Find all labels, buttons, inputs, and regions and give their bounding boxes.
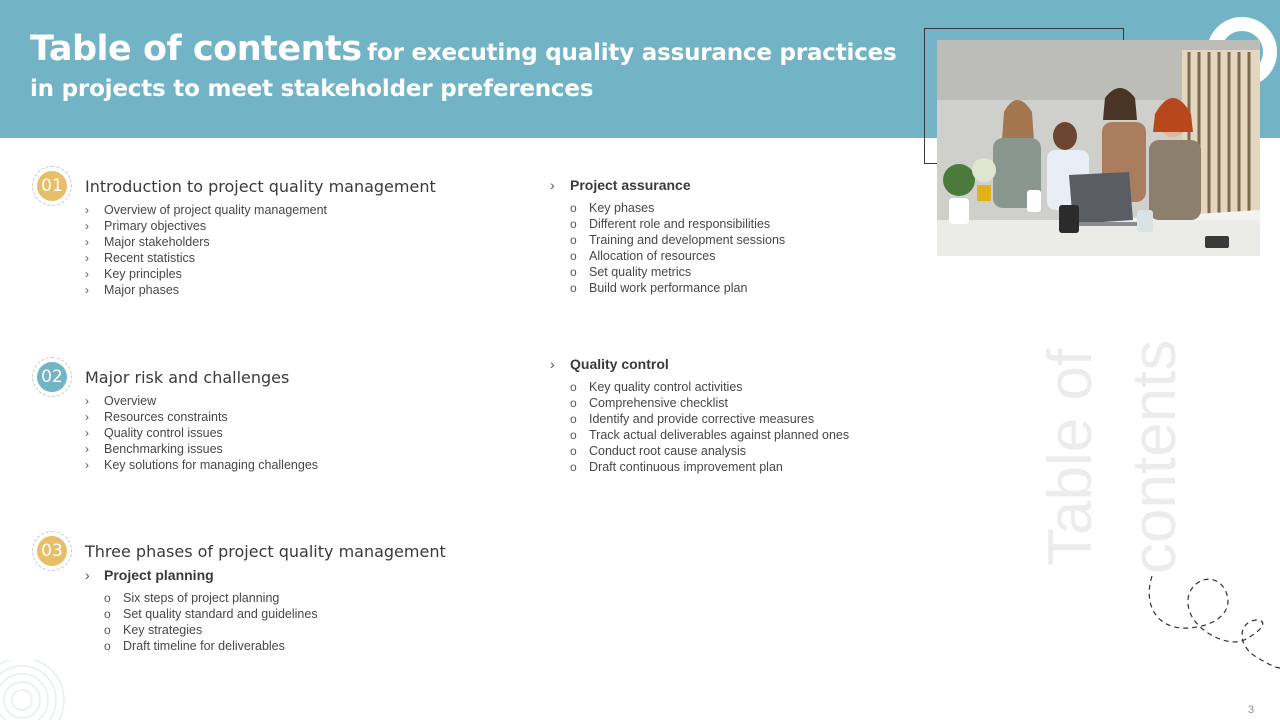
list-item: o Allocation of resources	[570, 249, 716, 263]
decorative-vertical-text-1: Table of	[1036, 348, 1105, 566]
list-item: o Identify and provide corrective measures	[570, 412, 815, 426]
decorative-concentric-arcs	[0, 660, 70, 720]
circle-bullet-icon: o	[570, 233, 577, 247]
list-item: › Benchmarking issues	[85, 442, 223, 456]
list-item: › Recent statistics	[85, 251, 196, 265]
list-item: › Key principles	[85, 267, 182, 281]
list-item: o Draft timeline for deliverables	[104, 639, 285, 653]
list-item: › Quality control issues	[85, 426, 223, 440]
chevron-right-icon: ›	[85, 442, 89, 456]
list-item: o Build work performance plan	[570, 281, 748, 295]
subsection-title-project-planning: Project planning	[104, 567, 214, 583]
circle-bullet-icon: o	[570, 201, 577, 215]
list-item: o Key quality control activities	[570, 380, 743, 394]
list-item: › Major stakeholders	[85, 235, 210, 249]
circle-bullet-icon: o	[570, 265, 577, 279]
chevron-right-icon: ›	[85, 426, 89, 440]
list-item: o Set quality standard and guidelines	[104, 607, 318, 621]
circle-bullet-icon: o	[104, 639, 111, 653]
section-badge-02	[32, 357, 72, 397]
section-number: 02	[37, 362, 67, 392]
chevron-right-icon: ›	[85, 235, 89, 249]
page-title	[30, 29, 910, 108]
section-title-03: Three phases of project quality management	[85, 542, 446, 561]
circle-bullet-icon: o	[570, 444, 577, 458]
list-item: o Comprehensive checklist	[570, 396, 728, 410]
list-item: › Resources constraints	[85, 410, 228, 424]
project-assurance-list	[570, 200, 785, 296]
decorative-vertical-text-2: contents	[1120, 339, 1189, 574]
section-badge-01	[32, 166, 72, 206]
section-number: 03	[37, 536, 67, 566]
chevron-right-icon: ›	[85, 394, 89, 408]
list-item: o Key phases	[570, 201, 655, 215]
subsection-title-quality-control: Quality control	[570, 356, 669, 372]
circle-bullet-icon: o	[570, 380, 577, 394]
list-item: o Conduct root cause analysis	[570, 444, 747, 458]
circle-bullet-icon: o	[570, 396, 577, 410]
chevron-right-icon: ›	[550, 177, 555, 193]
circle-bullet-icon: o	[570, 428, 577, 442]
circle-bullet-icon: o	[570, 249, 577, 263]
title-main: Table of contents	[30, 29, 362, 69]
chevron-right-icon: ›	[85, 410, 89, 424]
title-sub: for executing quality assurance practices in projects to meet stakeholder preferences	[30, 40, 897, 102]
section-badge-03	[32, 531, 72, 571]
circle-bullet-icon: o	[104, 607, 111, 621]
chevron-right-icon: ›	[85, 283, 89, 297]
list-item: o Draft continuous improvement plan	[570, 460, 783, 474]
list-item: o Key strategies	[104, 623, 203, 637]
circle-bullet-icon: o	[570, 281, 577, 295]
list-item: o Six steps of project planning	[104, 591, 280, 605]
team-photo	[937, 40, 1260, 256]
section-01-list	[85, 202, 327, 298]
list-item: › Overview of project quality management	[85, 203, 328, 217]
list-item: o Track actual deliverables against planned ones	[570, 428, 850, 442]
section-02-list	[85, 393, 318, 473]
list-item: › Primary objectives	[85, 219, 207, 233]
section-title-02: Major risk and challenges	[85, 368, 290, 387]
list-item: › Key solutions for managing challenges	[85, 458, 319, 472]
list-item: o Training and development sessions	[570, 233, 786, 247]
project-planning-list	[104, 590, 318, 654]
circle-bullet-icon: o	[570, 460, 577, 474]
chevron-right-icon: ›	[85, 567, 90, 583]
circle-bullet-icon: o	[570, 217, 577, 231]
chevron-right-icon: ›	[85, 203, 89, 217]
quality-control-list	[570, 379, 849, 475]
subsection-title-project-assurance: Project assurance	[570, 177, 691, 193]
chevron-right-icon: ›	[85, 251, 89, 265]
circle-bullet-icon: o	[570, 412, 577, 426]
chevron-right-icon: ›	[550, 356, 555, 372]
chevron-right-icon: ›	[85, 267, 89, 281]
circle-bullet-icon: o	[104, 623, 111, 637]
list-item: o Set quality metrics	[570, 265, 692, 279]
circle-bullet-icon: o	[104, 591, 111, 605]
list-item: o Different role and responsibilities	[570, 217, 771, 231]
decorative-dashed-loops	[1140, 568, 1280, 678]
chevron-right-icon: ›	[85, 458, 89, 472]
page-number: 3	[1248, 704, 1255, 716]
list-item: › Overview	[85, 394, 157, 408]
list-item: › Major phases	[85, 283, 180, 297]
chevron-right-icon: ›	[85, 219, 89, 233]
section-number: 01	[37, 171, 67, 201]
section-title-01: Introduction to project quality management	[85, 177, 436, 196]
